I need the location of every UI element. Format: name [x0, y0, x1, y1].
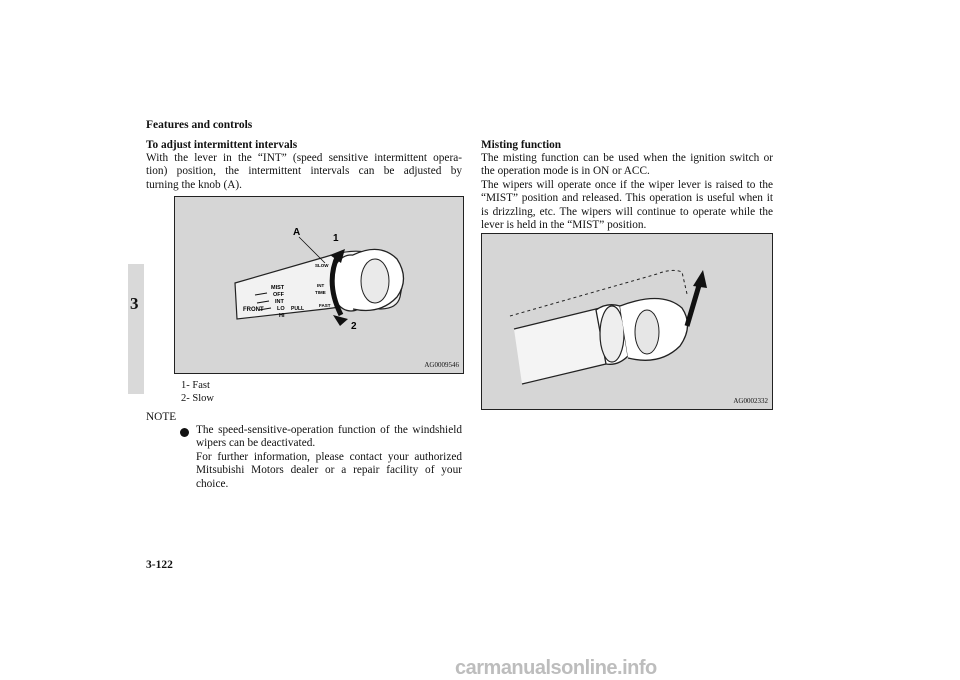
- note-line: choice.: [196, 477, 229, 490]
- label-int: INT: [275, 299, 284, 305]
- legend-item: 2- Slow: [181, 393, 214, 404]
- figure-code: AG0002332: [733, 397, 768, 405]
- figure-legend: [181, 379, 497, 405]
- bullet-icon: [180, 428, 189, 437]
- chapter-tab: [128, 264, 144, 394]
- note-title: NOTE: [146, 411, 177, 423]
- body-line: turning the knob (A).: [146, 178, 243, 191]
- intermittent-body: [146, 152, 462, 192]
- misting-heading: Misting function: [481, 139, 562, 151]
- body-line: the operation mode is in ON or ACC.: [481, 165, 650, 178]
- intermittent-heading: To adjust intermittent intervals: [146, 139, 298, 151]
- body-line: lever is held in the “MIST” position.: [481, 219, 647, 232]
- body-line: tion) position, the intermittent intervals can be adjusted by: [146, 165, 462, 178]
- wiper-lever-knob-illustration: [175, 197, 463, 373]
- label-time: TIME: [315, 290, 326, 295]
- label-front: FRONT: [243, 307, 264, 313]
- label-slow: SLOW: [315, 263, 329, 268]
- label-lo: LO: [277, 306, 285, 312]
- body-line: “MIST” position and released. This operation is useful when it: [481, 192, 773, 205]
- note-line: wipers can be deactivated.: [196, 437, 316, 450]
- label-arrow-1: 1: [333, 233, 339, 244]
- label-pull: PULL: [291, 306, 305, 312]
- label-mist: MIST: [271, 285, 285, 291]
- label-fast: FAST: [319, 303, 331, 308]
- section-title: Features and controls: [146, 119, 253, 131]
- chapter-number: 3: [130, 294, 139, 313]
- body-line: The misting function can be used when the ignition switch or: [481, 152, 773, 164]
- legend-item: 1- Fast: [181, 380, 210, 391]
- body-line: With the lever in the “INT” (speed sensitive intermittent opera-: [146, 152, 462, 164]
- misting-body: [481, 152, 773, 232]
- page-number: 3-122: [146, 559, 173, 571]
- body-line: The wipers will operate once if the wiper lever is raised to the: [481, 178, 773, 191]
- wiper-lever-mist-illustration: [482, 234, 772, 409]
- label-knob-a: A: [293, 227, 301, 238]
- label-hi: HI: [279, 313, 285, 319]
- note-text: [196, 424, 462, 491]
- label-off: OFF: [273, 292, 284, 298]
- body-line: is drizzling, etc. The wipers will continue to operate while the: [481, 205, 773, 218]
- note-line: The speed-sensitive-operation function of the windshield: [196, 424, 462, 436]
- label-int-time: INT: [317, 283, 325, 288]
- intermittent-knob-figure: [174, 196, 464, 374]
- note-line: For further information, please contact your authorized: [196, 450, 462, 463]
- watermark-text[interactable]: carmanualsonline.info: [455, 657, 657, 679]
- label-arrow-2: 2: [351, 321, 357, 332]
- figure-code: AG0009546: [424, 361, 459, 369]
- note-line: Mitsubishi Motors dealer or a repair facility of your: [196, 464, 462, 477]
- misting-figure: [481, 233, 773, 410]
